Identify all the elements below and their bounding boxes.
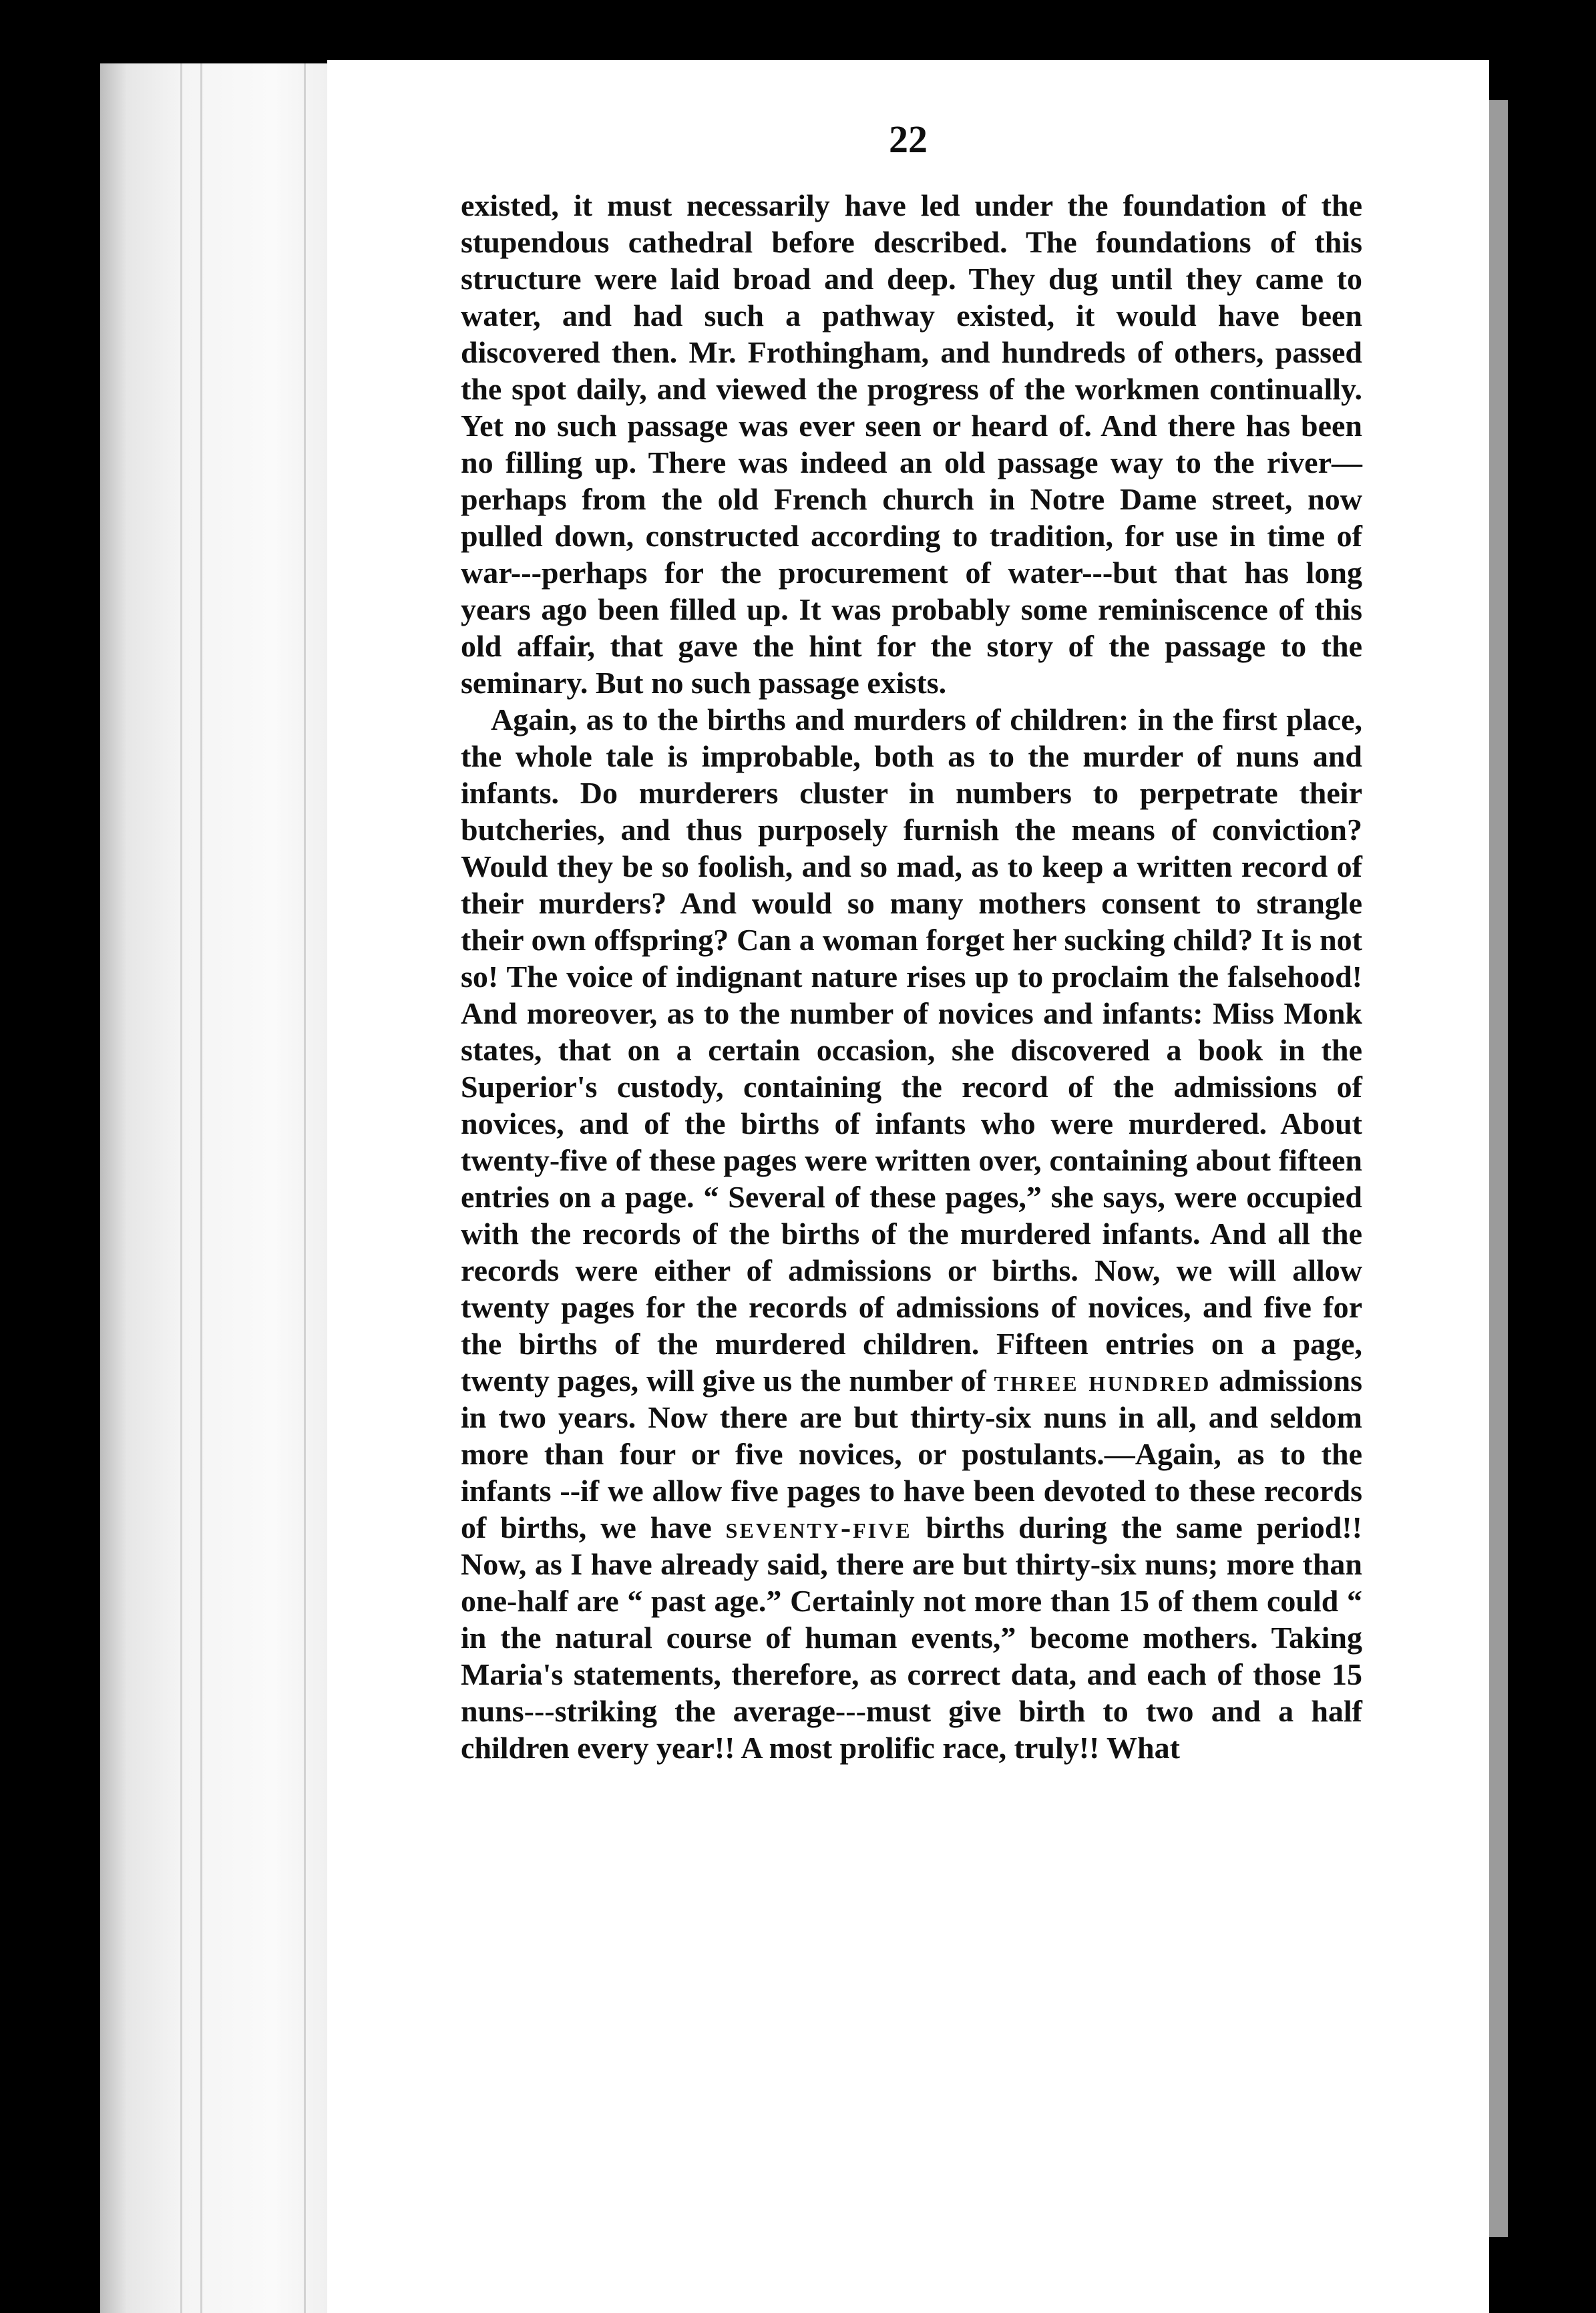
emphasis-three-hundred: three hundred [994,1363,1211,1398]
right-page-edge [1489,100,1508,2237]
page-number: 22 [889,118,928,161]
leaf-edge-line [200,63,202,2313]
left-page-edge [100,63,327,2313]
paragraph-births-part3: births during the same period!! Now, as I have already said, there are but thirty-six nuns; more than one-half are “ past age.” Certainly not more than 15 of them could “ in the natural course of human events,” become mothers. Taking Maria's statements, therefore, as correct data, and each of those 15 nuns---striking the average---must give birth to two and a half children every year!! A most prolific race, truly!! What [461,1510,1363,1765]
paragraph-births-part1: Again, as to the births and murders of children: in the first place, the whole tale is improbable, both as to the murder of nuns and infants. Do murderers cluster in numbers to perpetrate their butcheries, and thus purposely furnish the means of conviction? Would they be so foolish, and so mad, as to keep a written record of their murders? And would so many mothers consent to strangle their own offspring? Can a woman forget her sucking child? It is not so! The voice of indignant nature rises up to proclaim the falsehood! And moreover, as to the number of novices and infants: Miss Monk states, that on a certain occasion, she discovered a book in the Superior's custody, containing the record of the admissions of novices, and of the births of infants who were murdered. About twenty-five of these pages were written over, containing about fifteen entries on a page. “ Several of these pages,” she says, were occupied with the records of the births of the murdered infants. And all the records were either of admissions or births. Now, we will allow twenty pages for the records of admissions of novices, and five for the births of the murdered children. Fifteen entries on a page, twenty pages, will give us the number of [461,702,1362,1398]
leaf-edge-line [180,63,182,2313]
leaf-edge-line [304,63,306,2313]
paragraph-births-part2: admissions in two years. Now there are but thirty-six nuns in all, and seldom more than four or five novices, or postulants.—Again, as to the infants --if we allow five pages to have been devoted to these records of births, we have [461,1363,1362,1544]
book-page [327,60,1489,2313]
paragraph-births [461,701,1362,1766]
paragraph-passage: existed, it must necessarily have led under the foundation of the stupendous cathedral before described. The foundations of this structure were laid broad and deep. They dug until they came to water, and had such a pathway existed, it would have been discovered then. Mr. Frothingham, and hundreds of others, passed the spot daily, and viewed the progress of the workmen continually. Yet no such passage was ever seen or heard of. And there has been no filling up. There was indeed an old passage way to the river—perhaps from the old French church in Notre Dame street, now pulled down, constructed according to tradition, for use in time of war---perhaps for the procurement of water---but that has long years ago been filled up. It was probably some reminiscence of this old affair, that gave the hint for the story of the passage to the seminary. But no such passage exists. [461,188,1362,700]
body-text [461,187,1362,1766]
emphasis-seventy-five: seventy-five [725,1510,912,1544]
